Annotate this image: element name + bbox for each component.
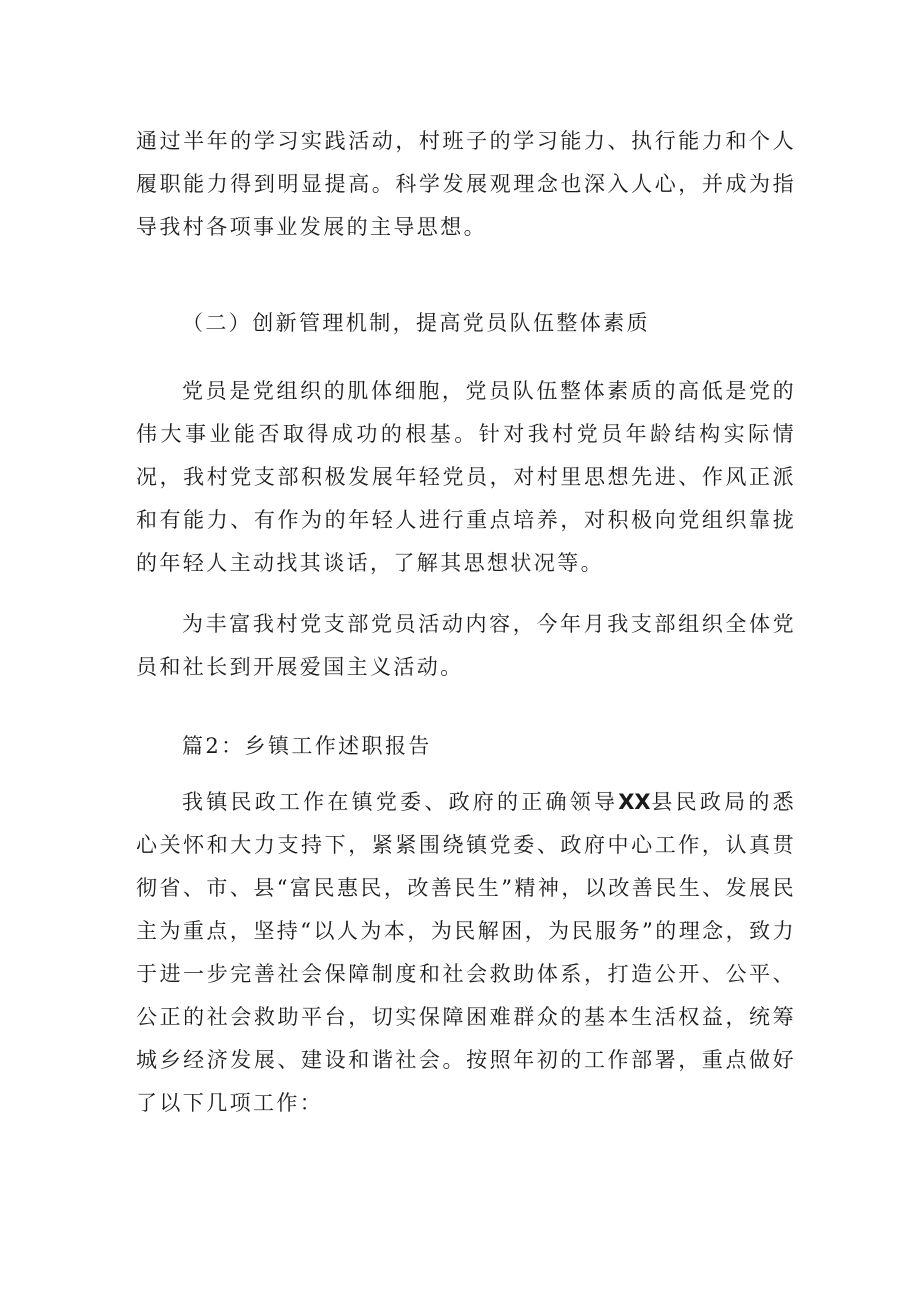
county-placeholder: XX	[618, 790, 651, 814]
paragraph-civil-affairs-part-b: 县民政局的悉心关怀和大力支持下，紧紧围绕镇党委、政府中心工作，认真贯彻省、市、县“富民惠民，改善民生”精神，以改善民生、发展民主为重点，坚持“以人为本，为民解困，为民服务”的理念，致力于进一步完善社会保障制度和社会救助体系，打造公开、公平、公正的社会救助平台，切实保障困难群众的基本生活权益，统筹城乡经济发展、建设和谐社会。按照年初的工作部署，重点做好了以下几项工作：	[136, 790, 796, 1115]
paragraph-study-results: 通过半年的学习实践活动，村班子的学习能力、执行能力和个人履职能力得到明显提高。科学发展观理念也深入人心，并成为指导我村各项事业发展的主导思想。	[136, 129, 796, 239]
paragraph-civil-affairs	[136, 781, 796, 1125]
subheading-management-mechanism: （二）创新管理机制，提高党员队伍整体素质	[182, 311, 650, 335]
paragraph-civil-affairs-part-a: 我镇民政工作在镇党委、政府的正确领导	[182, 790, 619, 814]
section-title: 篇2：乡镇工作述职报告	[182, 734, 432, 758]
paragraph-party-activities: 为丰富我村党支部党员活动内容，今年月我支部组织全体党员和社长到开展爱国主义活动。	[136, 612, 796, 679]
paragraph-party-members: 党员是党组织的肌体细胞，党员队伍整体素质的高低是党的伟大事业能否取得成功的根基。针对我村党员年龄结构实际情况，我村党支部积极发展年轻党员，对村里思想先进、作风正派和有能力、有作为的年轻人进行重点培养，对积极向党组织靠拢的年轻人主动找其谈话，了解其思想状况等。	[136, 379, 796, 575]
